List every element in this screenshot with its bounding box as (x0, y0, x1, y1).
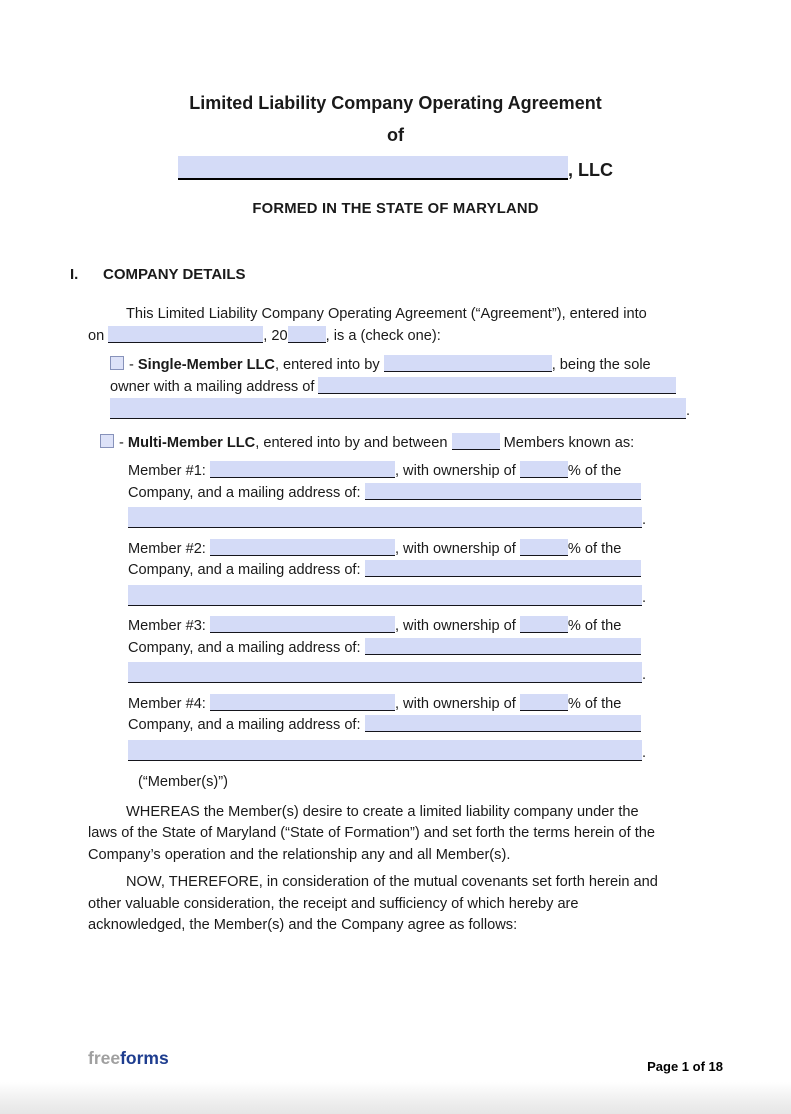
members-tag: (“Member(s)”) (138, 774, 228, 790)
pct-text: % of the (567, 540, 622, 557)
therefore-line1: NOW, THEREFORE, in consideration of the mutual covenants set forth herein and (126, 874, 658, 890)
single-member-address-field[interactable] (318, 377, 676, 394)
pct-text: % of the (567, 695, 622, 712)
member-4-ownership-field[interactable] (520, 694, 568, 711)
mailing-address-text: Company, and a mailing address of: (128, 717, 361, 733)
whereas-line2: laws of the State of Maryland (“State of Formation”) and set forth the terms herein of the (88, 825, 655, 841)
member-2-ownership-field[interactable] (520, 539, 568, 556)
whereas-line3: Company’s operation and the relationship any and all Member(s). (88, 846, 511, 863)
agreement-date-field[interactable] (108, 326, 263, 343)
page-title: Limited Liability Company Operating Agreement (189, 93, 602, 113)
document-page (0, 90, 791, 1114)
single-address-text: owner with a mailing address of (110, 378, 315, 395)
member-3-label: Member #3: (128, 618, 206, 634)
pct-text: % of the (567, 618, 622, 634)
member-3-name-field[interactable] (210, 616, 395, 633)
period: . (642, 667, 647, 683)
member-1-block (128, 461, 648, 532)
member-1-name-field[interactable] (210, 461, 395, 478)
intro-line2 (88, 326, 708, 348)
single-sole-text: , being the sole (551, 357, 651, 373)
company-name-line (0, 156, 791, 184)
intro-tail: , is a (check one): (325, 327, 441, 344)
page-number: Page 1 of 18 (647, 1059, 723, 1074)
single-period: . (686, 403, 691, 419)
member-2-name-field[interactable] (210, 539, 395, 556)
period: . (642, 512, 647, 528)
formed-line: FORMED IN THE STATE OF MARYLAND (252, 201, 539, 217)
multi-entered-text: , entered into by and between (255, 434, 448, 451)
single-dash: - (129, 357, 138, 373)
member-3-ownership-field[interactable] (520, 616, 568, 633)
intro-line1: This Limited Liability Company Operating Agreement (“Agreement”), entered into (126, 306, 647, 322)
multi-member-option (100, 433, 791, 455)
ownership-text: , with ownership of (394, 618, 516, 634)
single-member-option (110, 355, 704, 423)
logo-free-text: free (88, 1048, 121, 1068)
ownership-text: , with ownership of (394, 463, 516, 479)
single-member-name-field[interactable] (384, 355, 552, 372)
freeforms-logo (88, 1047, 169, 1069)
multi-member-checkbox[interactable] (100, 434, 114, 448)
mailing-address-text: Company, and a mailing address of: (128, 562, 361, 578)
intro-year-prefix: , 20 (263, 327, 288, 344)
therefore-line3: acknowledged, the Member(s) and the Company agree as follows: (88, 917, 518, 933)
intro-paragraph (88, 304, 708, 347)
section-title: COMPANY DETAILS (103, 266, 246, 283)
ownership-text: , with ownership of (394, 540, 516, 557)
member-3-address2-field[interactable] (128, 662, 642, 683)
member-1-address2-field[interactable] (128, 507, 642, 528)
therefore-line2: other valuable consideration, the receipt and sufficiency of which hereby are (88, 895, 579, 912)
member-1-ownership-field[interactable] (520, 461, 568, 478)
single-member-label: Single-Member LLC (137, 357, 275, 373)
member-2-block (128, 539, 648, 610)
section-number: I. (70, 266, 79, 283)
member-2-label: Member #2: (128, 540, 206, 557)
single-member-checkbox[interactable] (110, 356, 124, 370)
member-2-address2-field[interactable] (128, 585, 642, 606)
agreement-year-field[interactable] (288, 326, 326, 343)
mailing-address-text: Company, and a mailing address of: (128, 639, 361, 656)
page-bottom-shadow (0, 1082, 791, 1114)
therefore-paragraph (88, 872, 708, 937)
member-4-block (128, 694, 648, 765)
mailing-address-text: Company, and a mailing address of: (128, 484, 361, 501)
single-member-line3 (110, 398, 704, 423)
member-1-address-field[interactable] (365, 483, 641, 500)
member-1-label: Member #1: (128, 463, 206, 479)
section-heading (70, 264, 791, 286)
member-3-address-field[interactable] (365, 638, 641, 655)
multi-member-label: Multi-Member LLC (127, 434, 256, 451)
ownership-text: , with ownership of (394, 695, 516, 712)
single-member-line2 (110, 377, 704, 399)
member-4-name-field[interactable] (210, 694, 395, 711)
multi-dash: - (119, 434, 128, 451)
member-2-address-field[interactable] (365, 560, 641, 577)
title-of: of (387, 125, 404, 145)
single-entered-text: , entered into by (274, 357, 380, 373)
whereas-paragraph (88, 802, 708, 867)
member-4-label: Member #4: (128, 695, 206, 712)
multi-known-text: Members known as: (503, 434, 635, 451)
member-count-field[interactable] (452, 433, 500, 450)
member-3-block (128, 616, 648, 687)
pct-text: % of the (567, 463, 622, 479)
period: . (642, 744, 647, 761)
company-suffix: , LLC (568, 160, 613, 180)
member-4-address2-field[interactable] (128, 740, 642, 761)
intro-on: on (88, 327, 105, 344)
company-name-field[interactable] (178, 156, 568, 180)
logo-forms-text: forms (120, 1048, 169, 1068)
period: . (642, 589, 647, 606)
single-member-line1 (110, 355, 704, 377)
member-4-address-field[interactable] (365, 715, 641, 732)
whereas-line1: WHEREAS the Member(s) desire to create a limited liability company under the (126, 803, 639, 820)
single-member-address2-field[interactable] (110, 398, 686, 419)
